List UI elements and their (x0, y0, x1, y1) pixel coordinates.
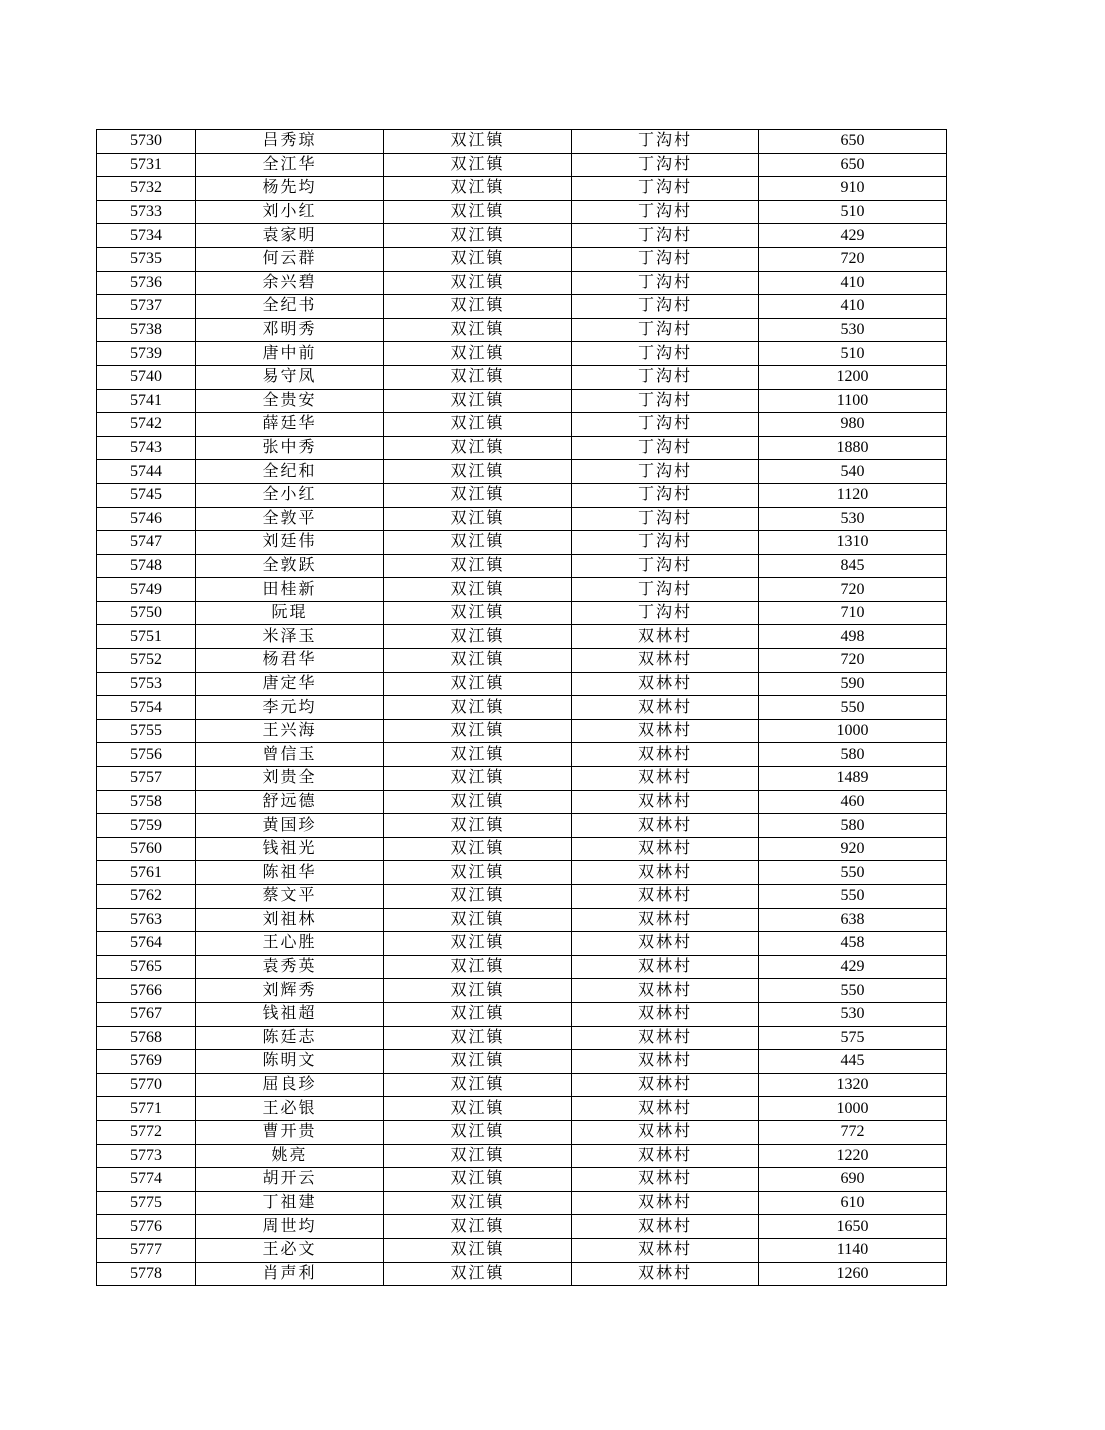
table-row (97, 224, 947, 248)
amount-cell: 530 (759, 507, 947, 531)
serial-number-cell: 5762 (97, 885, 196, 909)
town-cell: 双江镇 (384, 696, 572, 720)
serial-number-cell: 5742 (97, 413, 196, 437)
name-cell: 邓明秀 (196, 318, 384, 342)
town-cell: 双江镇 (384, 1215, 572, 1239)
town-cell: 双江镇 (384, 1073, 572, 1097)
table-row (97, 247, 947, 271)
town-cell: 双江镇 (384, 955, 572, 979)
name-cell: 王兴海 (196, 719, 384, 743)
name-cell: 何云群 (196, 247, 384, 271)
village-cell: 双林村 (572, 908, 759, 932)
village-cell: 双林村 (572, 1191, 759, 1215)
serial-number-cell: 5767 (97, 1002, 196, 1026)
village-cell: 双林村 (572, 979, 759, 1003)
town-cell: 双江镇 (384, 531, 572, 555)
serial-number-cell: 5759 (97, 814, 196, 838)
serial-number-cell: 5773 (97, 1144, 196, 1168)
town-cell: 双江镇 (384, 1120, 572, 1144)
town-cell: 双江镇 (384, 908, 572, 932)
table-row (97, 743, 947, 767)
town-cell: 双江镇 (384, 837, 572, 861)
town-cell: 双江镇 (384, 649, 572, 673)
table-row (97, 153, 947, 177)
amount-cell: 1100 (759, 389, 947, 413)
amount-cell: 650 (759, 130, 947, 154)
village-cell: 双林村 (572, 1073, 759, 1097)
name-cell: 王必文 (196, 1238, 384, 1262)
village-cell: 丁沟村 (572, 554, 759, 578)
name-cell: 曹开贵 (196, 1120, 384, 1144)
town-cell: 双江镇 (384, 861, 572, 885)
amount-cell: 580 (759, 743, 947, 767)
name-cell: 杨君华 (196, 649, 384, 673)
name-cell: 陈祖华 (196, 861, 384, 885)
name-cell: 曾信玉 (196, 743, 384, 767)
serial-number-cell: 5731 (97, 153, 196, 177)
serial-number-cell: 5740 (97, 365, 196, 389)
village-cell: 丁沟村 (572, 460, 759, 484)
amount-cell: 720 (759, 649, 947, 673)
serial-number-cell: 5741 (97, 389, 196, 413)
serial-number-cell: 5734 (97, 224, 196, 248)
amount-cell: 580 (759, 814, 947, 838)
serial-number-cell: 5765 (97, 955, 196, 979)
village-cell: 丁沟村 (572, 601, 759, 625)
serial-number-cell: 5768 (97, 1026, 196, 1050)
amount-cell: 550 (759, 861, 947, 885)
serial-number-cell: 5766 (97, 979, 196, 1003)
village-cell: 丁沟村 (572, 295, 759, 319)
table-row (97, 318, 947, 342)
serial-number-cell: 5730 (97, 130, 196, 154)
village-cell: 丁沟村 (572, 130, 759, 154)
amount-cell: 1650 (759, 1215, 947, 1239)
village-cell: 丁沟村 (572, 531, 759, 555)
village-cell: 双林村 (572, 767, 759, 791)
table-row (97, 531, 947, 555)
serial-number-cell: 5761 (97, 861, 196, 885)
town-cell: 双江镇 (384, 200, 572, 224)
table-row (97, 1191, 947, 1215)
table-row (97, 507, 947, 531)
amount-cell: 1120 (759, 483, 947, 507)
village-cell: 双林村 (572, 1097, 759, 1121)
amount-cell: 720 (759, 247, 947, 271)
amount-cell: 590 (759, 672, 947, 696)
table-row (97, 1097, 947, 1121)
serial-number-cell: 5735 (97, 247, 196, 271)
table-row (97, 955, 947, 979)
serial-number-cell: 5746 (97, 507, 196, 531)
table-row (97, 908, 947, 932)
village-cell: 双林村 (572, 625, 759, 649)
name-cell: 李元均 (196, 696, 384, 720)
town-cell: 双江镇 (384, 436, 572, 460)
town-cell: 双江镇 (384, 318, 572, 342)
amount-cell: 1200 (759, 365, 947, 389)
name-cell: 易守凤 (196, 365, 384, 389)
amount-cell: 720 (759, 578, 947, 602)
village-cell: 丁沟村 (572, 342, 759, 366)
table-row (97, 672, 947, 696)
table-row (97, 814, 947, 838)
village-cell: 丁沟村 (572, 507, 759, 531)
serial-number-cell: 5774 (97, 1168, 196, 1192)
table-row (97, 1168, 947, 1192)
amount-cell: 429 (759, 224, 947, 248)
town-cell: 双江镇 (384, 1050, 572, 1074)
serial-number-cell: 5736 (97, 271, 196, 295)
amount-cell: 910 (759, 177, 947, 201)
table-row (97, 861, 947, 885)
amount-cell: 710 (759, 601, 947, 625)
table-row (97, 554, 947, 578)
amount-cell: 510 (759, 200, 947, 224)
town-cell: 双江镇 (384, 979, 572, 1003)
name-cell: 刘辉秀 (196, 979, 384, 1003)
village-cell: 双林村 (572, 1262, 759, 1286)
name-cell: 钱祖超 (196, 1002, 384, 1026)
town-cell: 双江镇 (384, 601, 572, 625)
name-cell: 屈良珍 (196, 1073, 384, 1097)
village-cell: 丁沟村 (572, 247, 759, 271)
table-row (97, 389, 947, 413)
amount-cell: 650 (759, 153, 947, 177)
serial-number-cell: 5776 (97, 1215, 196, 1239)
amount-cell: 1000 (759, 1097, 947, 1121)
serial-number-cell: 5763 (97, 908, 196, 932)
village-cell: 丁沟村 (572, 483, 759, 507)
village-cell: 双林村 (572, 1168, 759, 1192)
table-row (97, 1262, 947, 1286)
town-cell: 双江镇 (384, 224, 572, 248)
name-cell: 姚亮 (196, 1144, 384, 1168)
name-cell: 刘小红 (196, 200, 384, 224)
town-cell: 双江镇 (384, 1238, 572, 1262)
serial-number-cell: 5751 (97, 625, 196, 649)
village-cell: 丁沟村 (572, 200, 759, 224)
town-cell: 双江镇 (384, 177, 572, 201)
name-cell: 丁祖建 (196, 1191, 384, 1215)
amount-cell: 1220 (759, 1144, 947, 1168)
town-cell: 双江镇 (384, 365, 572, 389)
village-cell: 丁沟村 (572, 578, 759, 602)
table-row (97, 295, 947, 319)
serial-number-cell: 5738 (97, 318, 196, 342)
name-cell: 蔡文平 (196, 885, 384, 909)
town-cell: 双江镇 (384, 814, 572, 838)
table-row (97, 979, 947, 1003)
amount-cell: 1880 (759, 436, 947, 460)
serial-number-cell: 5743 (97, 436, 196, 460)
name-cell: 全敦平 (196, 507, 384, 531)
village-cell: 双林村 (572, 885, 759, 909)
amount-cell: 845 (759, 554, 947, 578)
serial-number-cell: 5754 (97, 696, 196, 720)
name-cell: 全小红 (196, 483, 384, 507)
amount-cell: 540 (759, 460, 947, 484)
town-cell: 双江镇 (384, 460, 572, 484)
serial-number-cell: 5737 (97, 295, 196, 319)
name-cell: 薛廷华 (196, 413, 384, 437)
serial-number-cell: 5744 (97, 460, 196, 484)
village-cell: 双林村 (572, 837, 759, 861)
amount-cell: 498 (759, 625, 947, 649)
serial-number-cell: 5755 (97, 719, 196, 743)
village-cell: 双林村 (572, 1144, 759, 1168)
amount-cell: 550 (759, 885, 947, 909)
town-cell: 双江镇 (384, 578, 572, 602)
table-row (97, 649, 947, 673)
town-cell: 双江镇 (384, 1144, 572, 1168)
town-cell: 双江镇 (384, 554, 572, 578)
amount-cell: 429 (759, 955, 947, 979)
name-cell: 黄国珍 (196, 814, 384, 838)
table-row (97, 342, 947, 366)
table-row (97, 932, 947, 956)
amount-cell: 638 (759, 908, 947, 932)
name-cell: 余兴碧 (196, 271, 384, 295)
serial-number-cell: 5753 (97, 672, 196, 696)
village-cell: 双林村 (572, 1120, 759, 1144)
table-row (97, 460, 947, 484)
village-cell: 双林村 (572, 861, 759, 885)
amount-cell: 1310 (759, 531, 947, 555)
table-row (97, 885, 947, 909)
name-cell: 刘贵全 (196, 767, 384, 791)
village-cell: 丁沟村 (572, 365, 759, 389)
amount-cell: 1320 (759, 1073, 947, 1097)
name-cell: 全敦跃 (196, 554, 384, 578)
name-cell: 陈廷志 (196, 1026, 384, 1050)
amount-cell: 575 (759, 1026, 947, 1050)
village-cell: 双林村 (572, 743, 759, 767)
village-cell: 双林村 (572, 696, 759, 720)
amount-cell: 458 (759, 932, 947, 956)
amount-cell: 772 (759, 1120, 947, 1144)
table-row (97, 130, 947, 154)
table-body (97, 130, 947, 1286)
serial-number-cell: 5739 (97, 342, 196, 366)
name-cell: 舒远德 (196, 790, 384, 814)
village-cell: 双林村 (572, 1026, 759, 1050)
name-cell: 胡开云 (196, 1168, 384, 1192)
table-row (97, 1144, 947, 1168)
town-cell: 双江镇 (384, 1097, 572, 1121)
town-cell: 双江镇 (384, 483, 572, 507)
town-cell: 双江镇 (384, 790, 572, 814)
town-cell: 双江镇 (384, 130, 572, 154)
name-cell: 阮琨 (196, 601, 384, 625)
town-cell: 双江镇 (384, 767, 572, 791)
table-row (97, 1073, 947, 1097)
village-cell: 丁沟村 (572, 224, 759, 248)
town-cell: 双江镇 (384, 389, 572, 413)
name-cell: 刘廷伟 (196, 531, 384, 555)
amount-cell: 550 (759, 979, 947, 1003)
town-cell: 双江镇 (384, 247, 572, 271)
amount-cell: 460 (759, 790, 947, 814)
village-cell: 丁沟村 (572, 436, 759, 460)
serial-number-cell: 5771 (97, 1097, 196, 1121)
village-cell: 丁沟村 (572, 318, 759, 342)
town-cell: 双江镇 (384, 719, 572, 743)
table-row (97, 483, 947, 507)
serial-number-cell: 5750 (97, 601, 196, 625)
name-cell: 吕秀琼 (196, 130, 384, 154)
serial-number-cell: 5747 (97, 531, 196, 555)
name-cell: 全贵安 (196, 389, 384, 413)
village-cell: 丁沟村 (572, 413, 759, 437)
name-cell: 王心胜 (196, 932, 384, 956)
table-row (97, 578, 947, 602)
table-row (97, 601, 947, 625)
serial-number-cell: 5748 (97, 554, 196, 578)
table-row (97, 719, 947, 743)
village-cell: 丁沟村 (572, 177, 759, 201)
town-cell: 双江镇 (384, 932, 572, 956)
name-cell: 刘祖林 (196, 908, 384, 932)
village-cell: 双林村 (572, 672, 759, 696)
table-row (97, 837, 947, 861)
amount-cell: 510 (759, 342, 947, 366)
serial-number-cell: 5772 (97, 1120, 196, 1144)
name-cell: 米泽玉 (196, 625, 384, 649)
village-cell: 丁沟村 (572, 389, 759, 413)
serial-number-cell: 5758 (97, 790, 196, 814)
village-cell: 双林村 (572, 1050, 759, 1074)
town-cell: 双江镇 (384, 885, 572, 909)
town-cell: 双江镇 (384, 672, 572, 696)
name-cell: 全纪和 (196, 460, 384, 484)
table-row (97, 1120, 947, 1144)
serial-number-cell: 5749 (97, 578, 196, 602)
name-cell: 周世均 (196, 1215, 384, 1239)
amount-cell: 920 (759, 837, 947, 861)
town-cell: 双江镇 (384, 507, 572, 531)
table-row (97, 177, 947, 201)
serial-number-cell: 5732 (97, 177, 196, 201)
town-cell: 双江镇 (384, 295, 572, 319)
table-row (97, 696, 947, 720)
table-row (97, 1238, 947, 1262)
amount-cell: 530 (759, 318, 947, 342)
serial-number-cell: 5752 (97, 649, 196, 673)
table-row (97, 1215, 947, 1239)
table-row (97, 790, 947, 814)
table-row (97, 271, 947, 295)
town-cell: 双江镇 (384, 342, 572, 366)
town-cell: 双江镇 (384, 153, 572, 177)
village-cell: 双林村 (572, 955, 759, 979)
table-row (97, 767, 947, 791)
amount-cell: 410 (759, 295, 947, 319)
table-row (97, 1002, 947, 1026)
name-cell: 王必银 (196, 1097, 384, 1121)
data-table (96, 129, 947, 1286)
village-cell: 双林村 (572, 1238, 759, 1262)
village-cell: 双林村 (572, 719, 759, 743)
serial-number-cell: 5775 (97, 1191, 196, 1215)
name-cell: 唐中前 (196, 342, 384, 366)
table-row (97, 200, 947, 224)
table-row (97, 625, 947, 649)
village-cell: 双林村 (572, 790, 759, 814)
serial-number-cell: 5757 (97, 767, 196, 791)
town-cell: 双江镇 (384, 413, 572, 437)
serial-number-cell: 5745 (97, 483, 196, 507)
table-row (97, 1050, 947, 1074)
amount-cell: 1000 (759, 719, 947, 743)
name-cell: 袁家明 (196, 224, 384, 248)
serial-number-cell: 5756 (97, 743, 196, 767)
amount-cell: 610 (759, 1191, 947, 1215)
amount-cell: 550 (759, 696, 947, 720)
town-cell: 双江镇 (384, 743, 572, 767)
amount-cell: 1140 (759, 1238, 947, 1262)
amount-cell: 445 (759, 1050, 947, 1074)
name-cell: 张中秀 (196, 436, 384, 460)
serial-number-cell: 5770 (97, 1073, 196, 1097)
table-row (97, 365, 947, 389)
town-cell: 双江镇 (384, 1262, 572, 1286)
town-cell: 双江镇 (384, 1002, 572, 1026)
town-cell: 双江镇 (384, 271, 572, 295)
serial-number-cell: 5778 (97, 1262, 196, 1286)
table-row (97, 413, 947, 437)
name-cell: 肖声利 (196, 1262, 384, 1286)
name-cell: 陈明文 (196, 1050, 384, 1074)
name-cell: 田桂新 (196, 578, 384, 602)
amount-cell: 980 (759, 413, 947, 437)
village-cell: 双林村 (572, 649, 759, 673)
serial-number-cell: 5769 (97, 1050, 196, 1074)
serial-number-cell: 5733 (97, 200, 196, 224)
name-cell: 袁秀英 (196, 955, 384, 979)
serial-number-cell: 5777 (97, 1238, 196, 1262)
town-cell: 双江镇 (384, 1168, 572, 1192)
serial-number-cell: 5760 (97, 837, 196, 861)
village-cell: 双林村 (572, 1215, 759, 1239)
amount-cell: 1260 (759, 1262, 947, 1286)
table-row (97, 436, 947, 460)
name-cell: 唐定华 (196, 672, 384, 696)
town-cell: 双江镇 (384, 1026, 572, 1050)
name-cell: 全江华 (196, 153, 384, 177)
amount-cell: 690 (759, 1168, 947, 1192)
serial-number-cell: 5764 (97, 932, 196, 956)
town-cell: 双江镇 (384, 1191, 572, 1215)
village-cell: 双林村 (572, 814, 759, 838)
amount-cell: 530 (759, 1002, 947, 1026)
town-cell: 双江镇 (384, 625, 572, 649)
name-cell: 钱祖光 (196, 837, 384, 861)
village-cell: 双林村 (572, 932, 759, 956)
village-cell: 丁沟村 (572, 271, 759, 295)
name-cell: 全纪书 (196, 295, 384, 319)
table-row (97, 1026, 947, 1050)
amount-cell: 410 (759, 271, 947, 295)
amount-cell: 1489 (759, 767, 947, 791)
village-cell: 双林村 (572, 1002, 759, 1026)
name-cell: 杨先均 (196, 177, 384, 201)
village-cell: 丁沟村 (572, 153, 759, 177)
